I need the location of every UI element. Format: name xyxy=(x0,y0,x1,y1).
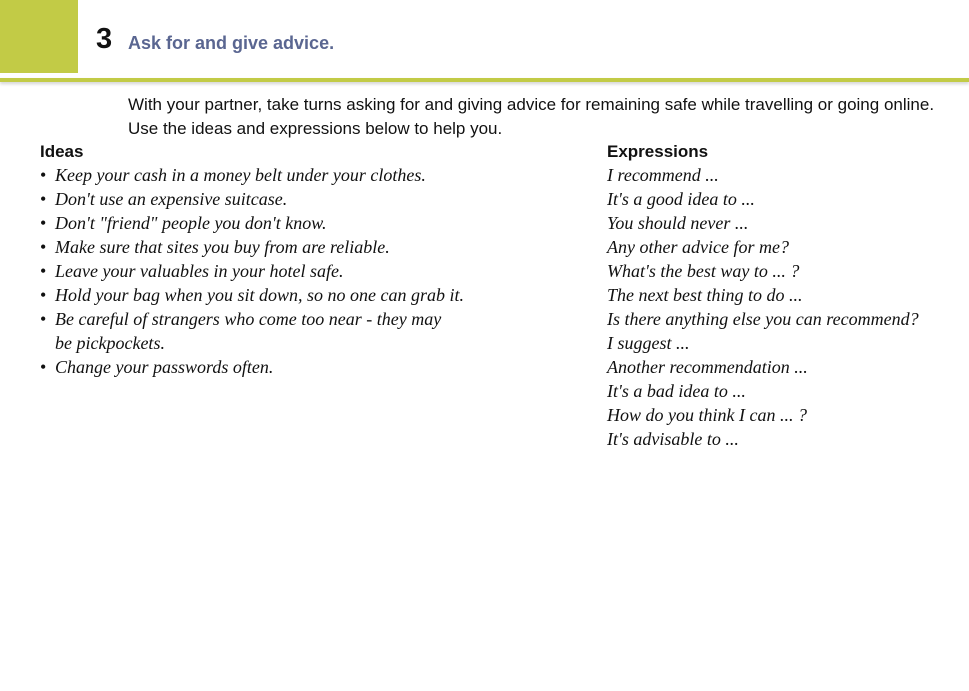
idea-item xyxy=(40,211,580,235)
bullet-icon: • xyxy=(40,261,47,281)
idea-text: Make sure that sites you buy from are reliable. xyxy=(55,237,390,257)
bullet-icon: • xyxy=(40,309,47,329)
idea-text: Leave your valuables in your hotel safe. xyxy=(55,261,344,281)
expression-item: It's advisable to ... xyxy=(607,429,739,449)
idea-item xyxy=(40,283,580,307)
expressions-list xyxy=(607,163,967,451)
expression-item: Is there anything else you can recommend? xyxy=(607,309,919,329)
idea-item xyxy=(40,307,580,355)
bullet-icon: • xyxy=(40,213,47,233)
expression-item: You should never ... xyxy=(607,213,749,233)
ideas-heading: Ideas xyxy=(40,142,84,161)
header-divider xyxy=(0,78,969,82)
idea-item xyxy=(40,355,580,379)
instructions xyxy=(128,93,958,141)
instructions-line-1: With your partner, take turns asking for and giving advice for remaining safe while travelling or going online. xyxy=(128,95,935,114)
expression-item: It's a bad idea to ... xyxy=(607,381,746,401)
expression-item: It's a good idea to ... xyxy=(607,189,755,209)
idea-text: Keep your cash in a money belt under your clothes. xyxy=(55,165,426,185)
expressions-heading: Expressions xyxy=(607,142,709,161)
idea-text: Hold your bag when you sit down, so no one can grab it. xyxy=(55,285,464,305)
bullet-icon: • xyxy=(40,357,47,377)
expression-item: I recommend ... xyxy=(607,165,719,185)
expression-item: The next best thing to do ... xyxy=(607,285,803,305)
header-accent-block xyxy=(0,0,78,73)
expression-item: Another recommendation ... xyxy=(607,357,808,377)
idea-item xyxy=(40,187,580,211)
section-number: 3 xyxy=(96,23,113,55)
bullet-icon: • xyxy=(40,189,47,209)
instructions-line-2: Use the ideas and expressions below to help you. xyxy=(128,119,503,138)
ideas-list xyxy=(40,163,580,379)
bullet-icon: • xyxy=(40,237,47,257)
idea-text-continued: be pickpockets. xyxy=(55,333,165,353)
idea-item xyxy=(40,163,580,187)
idea-item xyxy=(40,259,580,283)
idea-text: Change your passwords often. xyxy=(55,357,274,377)
expression-item: I suggest ... xyxy=(607,333,690,353)
bullet-icon: • xyxy=(40,285,47,305)
expression-item: What's the best way to ... ? xyxy=(607,261,800,281)
idea-text: Be careful of strangers who come too near - they may xyxy=(55,309,442,329)
bullet-icon: • xyxy=(40,165,47,185)
idea-text: Don't "friend" people you don't know. xyxy=(55,213,327,233)
idea-text: Don't use an expensive suitcase. xyxy=(55,189,288,209)
section-title: Ask for and give advice. xyxy=(128,33,335,53)
expression-item: Any other advice for me? xyxy=(607,237,789,257)
idea-item xyxy=(40,235,580,259)
expression-item: How do you think I can ... ? xyxy=(607,405,807,425)
